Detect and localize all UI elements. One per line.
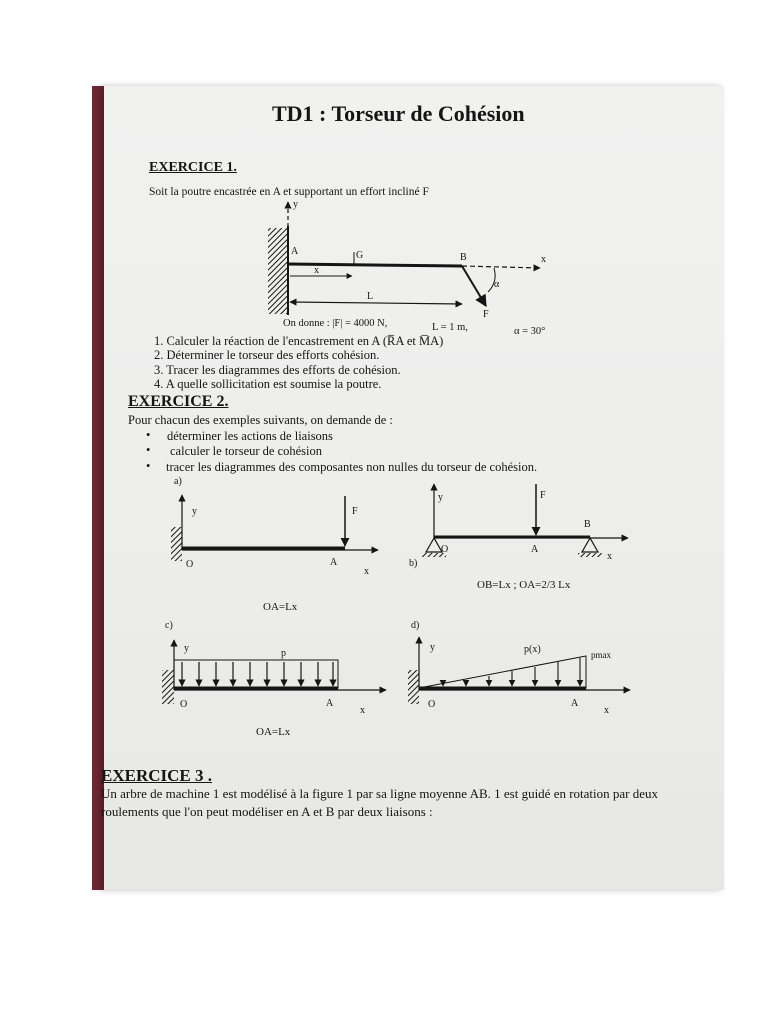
- case-c-tag: c): [165, 620, 173, 631]
- label-A: A: [571, 698, 579, 709]
- label-F: F: [483, 309, 489, 320]
- label-y: y: [184, 643, 189, 654]
- bullet-item: calculer le torseur de cohésion: [170, 444, 323, 458]
- label-pmax: pmax: [591, 650, 611, 660]
- question-3: 3. Tracer les diagrammes des efforts de cohésion.: [154, 363, 401, 377]
- label-O: O: [441, 544, 449, 555]
- force-arrow: [462, 266, 486, 306]
- caption-c: OA=Lx: [256, 726, 291, 738]
- label-x-dim: x: [314, 265, 319, 276]
- bullet-dot: •: [146, 459, 151, 473]
- bullet-item: déterminer les actions de liaisons: [167, 429, 333, 443]
- label-x-axis: x: [541, 254, 546, 265]
- bullet-dot: •: [146, 428, 151, 442]
- label-A: A: [326, 698, 334, 709]
- case-d-tag: d): [411, 620, 420, 631]
- case-d-figure: [408, 637, 630, 716]
- page-title: TD1 : Torseur de Cohésion: [272, 101, 525, 126]
- label-x: x: [604, 705, 609, 716]
- bullet-dot: •: [146, 443, 151, 457]
- question-4: 4. A quelle sollicitation est soumise la poutre.: [154, 377, 382, 391]
- clamp-wall: [408, 670, 419, 704]
- pin-support: [426, 538, 442, 552]
- label-px: p(x): [524, 644, 541, 655]
- label-A: A: [531, 544, 539, 555]
- label-alpha: α: [494, 279, 500, 290]
- given-force: On donne : |F| = 4000 N,: [283, 318, 388, 329]
- exercise-3-line-2: roulements que l'on peut modéliser en A et B par deux liaisons :: [101, 804, 433, 819]
- x-axis-arrow: [462, 266, 540, 268]
- label-y: y: [438, 492, 443, 503]
- case-b-figure: [422, 484, 628, 591]
- label-B: B: [460, 252, 467, 263]
- label-p: p: [281, 648, 286, 659]
- exercise-1-intro: Soit la poutre encastrée en A et supportant un effort incliné F: [149, 186, 429, 198]
- given-length: L = 1 m,: [432, 322, 468, 333]
- exercise-3-heading: EXERCICE 3 .: [101, 766, 212, 785]
- question-2: 2. Déterminer le torseur des efforts cohésion.: [154, 348, 380, 362]
- caption-b: OB=Lx ; OA=2/3 Lx: [477, 579, 571, 591]
- question-1: 1. Calculer la réaction de l'encastrement en A (R̅A et M̅A): [154, 334, 444, 348]
- label-B: B: [584, 519, 591, 530]
- case-c-figure: [162, 640, 386, 738]
- exercise-2-intro: Pour chacun des exemples suivants, on demande de :: [128, 413, 393, 427]
- exercise-1-figure: [268, 199, 546, 320]
- case-a-tag: a): [174, 476, 182, 487]
- label-O: O: [186, 559, 194, 570]
- exercise-3-line-1: Un arbre de machine 1 est modélisé à la figure 1 par sa ligne moyenne AB. 1 est guidé en rotation par deux: [101, 786, 659, 801]
- clamp-wall: [268, 228, 288, 314]
- label-y: y: [430, 642, 435, 653]
- clamp-wall: [171, 527, 182, 561]
- label-O: O: [180, 699, 188, 710]
- label-x: x: [364, 566, 369, 577]
- label-G: G: [356, 250, 364, 261]
- given-angle: α = 30°: [514, 326, 546, 337]
- length-dimension: [290, 302, 462, 304]
- triangular-load: [419, 656, 586, 688]
- exercise-1-heading: EXERCICE 1.: [149, 160, 237, 175]
- roller-support: [582, 538, 598, 552]
- label-A: A: [291, 246, 299, 257]
- label-F: F: [540, 490, 546, 501]
- label-A: A: [330, 557, 338, 568]
- label-F: F: [352, 506, 358, 517]
- label-x: x: [360, 705, 365, 716]
- caption-a: OA=Lx: [263, 601, 298, 613]
- label-L: L: [367, 291, 374, 302]
- exercise-2-heading: EXERCICE 2.: [128, 393, 229, 410]
- case-a-figure: [171, 495, 378, 613]
- label-x: x: [607, 551, 612, 562]
- bullet-item: tracer les diagrammes des composantes non nulles du torseur de cohésion.: [166, 460, 538, 474]
- label-y: y: [192, 506, 197, 517]
- label-O: O: [428, 699, 436, 710]
- case-b-tag: b): [409, 558, 418, 569]
- clamp-wall: [162, 670, 174, 704]
- label-y-axis: y: [293, 199, 298, 210]
